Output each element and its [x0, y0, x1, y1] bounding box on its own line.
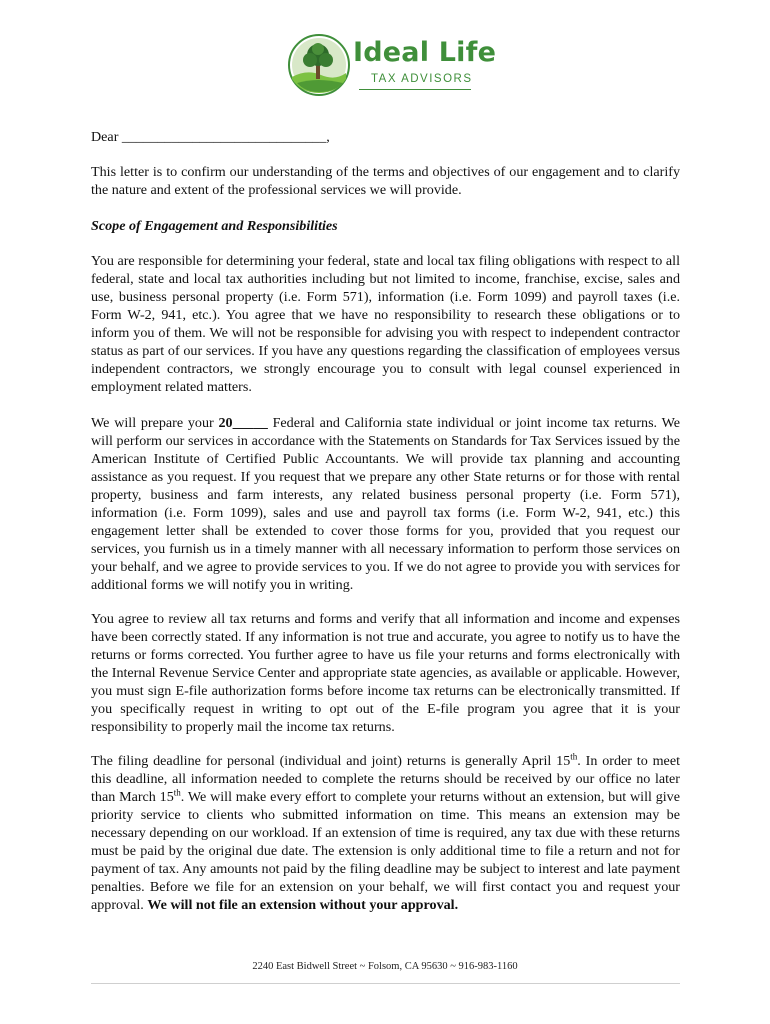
logo-tagline: TAX ADVISORS: [371, 73, 473, 85]
footer-divider: [91, 983, 680, 984]
responsibilities-paragraph: [91, 252, 680, 396]
tax-year-blank: 20_____: [218, 415, 268, 431]
deadline-bold-note: We will not file an extension without your approval.: [147, 897, 459, 913]
deadline-sup1: th: [570, 751, 578, 762]
deadline-part2: . In order to meet this deadline, all information needed to complete the returns should be received by our office no later than March 15: [91, 753, 680, 805]
tree-emblem-icon: [287, 33, 351, 97]
review-text: You agree to review all tax returns and forms and verify that all information and income and expenses have been correctly stated. If any information is not true and accurate, you agree to notify us to have the returns or forms corrected. You further agree to have us file your returns and forms electronically with the Internal Revenue Service Center and appropriate state agencies, as available or applicable. However, you must sign E-file authorization forms before income tax returns can be electronically transmitted. If you specifically request in writing to opt out of the E-file program you agree that it is your responsibility to properly mail the income tax returns.: [91, 611, 680, 735]
review-paragraph: [91, 610, 680, 736]
logo-underline: [359, 89, 471, 90]
intro-paragraph: [91, 163, 680, 199]
scope-heading: Scope of Engagement and Responsibilities: [91, 218, 338, 234]
prepare-paragraph: [91, 414, 680, 594]
deadline-part1: The filing deadline for personal (individual and joint) returns is generally April 15: [91, 753, 571, 769]
intro-text: This letter is to confirm our understanding of the terms and objectives of our engagement and to clarify the nature and extent of the professional services we will provide.: [91, 164, 680, 198]
company-logo: [287, 33, 497, 103]
responsibilities-text: You are responsible for determining your federal, state and local tax filing obligations with respect to all federal, state and local tax authorities including but not limited to income, franchise, excise, sales and use, business personal property (i.e. Form 571), information (i.e. Form 1099) and payroll taxes (i.e. Form W-2, 941, etc.). You agree that we have no responsibility to research these obligations or to inform you of them. We will not be responsible for advising you with respect to independent contractor status as part of our services. If you have any questions regarding the classification of employees versus independent contractors, we strongly encourage you to consult with legal counsel experienced in employment related matters.: [91, 253, 680, 395]
footer-address: 2240 East Bidwell Street ~ Folsom, CA 95630 ~ 916-983-1160: [252, 961, 518, 972]
salutation: Dear _____________________________,: [91, 129, 330, 145]
prepare-lead: We will prepare your: [91, 415, 219, 431]
deadline-part3: . We will make every effort to complete your returns without an extension, but will give priority service to clients who submitted information on time. This means an extension may be necessary depending on our workload. If an extension of time is required, any tax due with these returns must be paid by the original due date. The extension is only additional time to file a return and not for payment of tax. Any amounts not paid by the filing deadline may be subject to interest and late payment penalties. Before we file for an extension on your behalf, we will first contact you and request your approval.: [91, 789, 680, 913]
deadline-sup2: th: [173, 787, 181, 798]
deadline-paragraph: [91, 752, 680, 914]
prepare-rest: Federal and California state individual or joint income tax returns. We will perform our services in accordance with the Statements on Standards for Tax Services issued by the American Institute of Certified Public Accountants. We will provide tax planning and accounting assistance as you request. If you request that we prepare any other State returns or for those with rental property, business and farm interests, any related business personal property (i.e. Form 571), information (i.e. Form 1099), sales and use and payroll tax forms (i.e. Form W-2, 941, etc.) this engagement letter shall be extended to cover those forms for you, provided that you request our services, you furnish us in a timely manner with all necessary information to perform those services on your behalf, and we agree to provide services to you. If we do not agree to provide you with services for additional forms we will notify you in writing.: [91, 415, 681, 593]
logo-name: Ideal Life: [353, 37, 497, 68]
